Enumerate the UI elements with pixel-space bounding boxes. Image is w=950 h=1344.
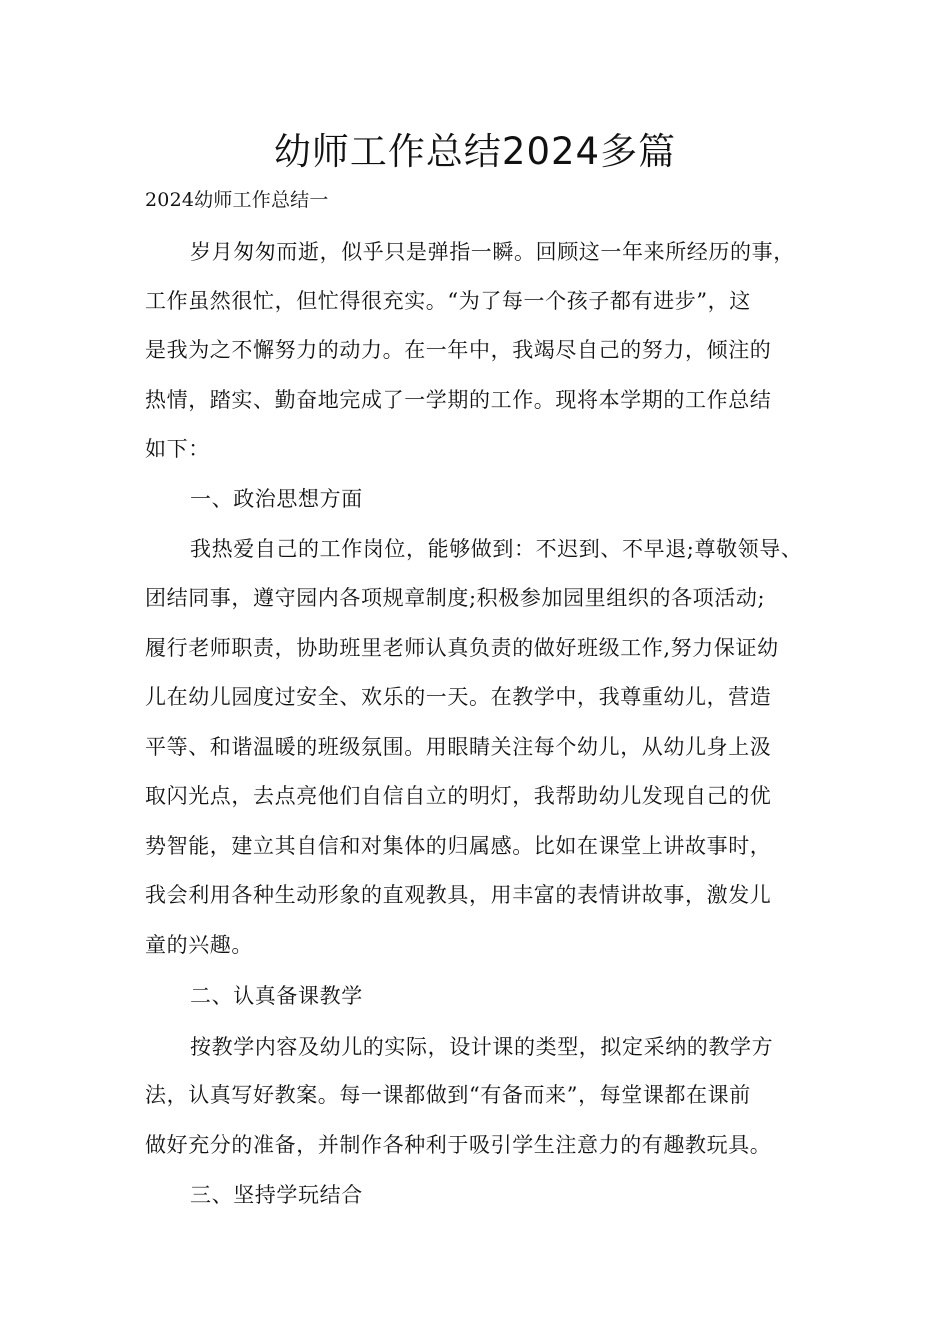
- paragraph-line: 法，认真写好教案。每一课都做到“有备而来”，每堂课都在课前: [145, 1083, 751, 1107]
- paragraph-line: 热情，踏实、勤奋地完成了一学期的工作。现将本学期的工作总结: [145, 388, 772, 412]
- paragraph-line: 童的兴趣。: [145, 933, 253, 957]
- paragraph-line: 工作虽然很忙，但忙得很充实。“为了每一个孩子都有进步”，这: [145, 289, 751, 313]
- paragraph-line: 我热爱自己的工作岗位，能够做到：不迟到、不早退;尊敬领导、: [190, 537, 803, 561]
- paragraph-line: 儿在幼儿园度过安全、欢乐的一天。在教学中，我尊重幼儿，营造: [145, 685, 772, 709]
- paragraph-line: 岁月匆匆而逝，似乎只是弹指一瞬。回顾这一年来所经历的事，: [190, 240, 795, 264]
- section-heading: 一、政治思想方面: [190, 487, 363, 511]
- paragraph-line: 如下：: [145, 437, 210, 461]
- paragraph-line: 履行老师职责，协助班里老师认真负责的做好班级工作,努力保证幼: [145, 636, 779, 660]
- paragraph-line: 做好充分的准备，并制作各种利于吸引学生注意力的有趣教玩具。: [145, 1133, 772, 1157]
- paragraph-line: 按教学内容及幼儿的实际，设计课的类型，拟定采纳的教学方: [190, 1035, 774, 1059]
- paragraph-line: 势智能，建立其自信和对集体的归属感。比如在课堂上讲故事时，: [145, 834, 772, 858]
- document-title: 幼师工作总结2024多篇: [273, 130, 677, 173]
- paragraph-line: 是我为之不懈努力的动力。在一年中，我竭尽自己的努力，倾注的: [145, 338, 772, 362]
- paragraph-line: 团结同事，遵守园内各项规章制度;积极参加园里组织的各项活动;: [145, 586, 766, 610]
- paragraph-line: 平等、和谐温暖的班级氛围。用眼睛关注每个幼儿，从幼儿身上汲: [145, 735, 772, 759]
- section-heading: 三、坚持学玩结合: [190, 1183, 363, 1207]
- paragraph-line: 我会利用各种生动形象的直观教具，用丰富的表情讲故事，激发儿: [145, 883, 772, 907]
- section-heading: 二、认真备课教学: [190, 984, 363, 1008]
- section-title: 2024幼师工作总结一: [145, 189, 329, 211]
- paragraph-line: 取闪光点，去点亮他们自信自立的明灯，我帮助幼儿发现自己的优: [145, 784, 772, 808]
